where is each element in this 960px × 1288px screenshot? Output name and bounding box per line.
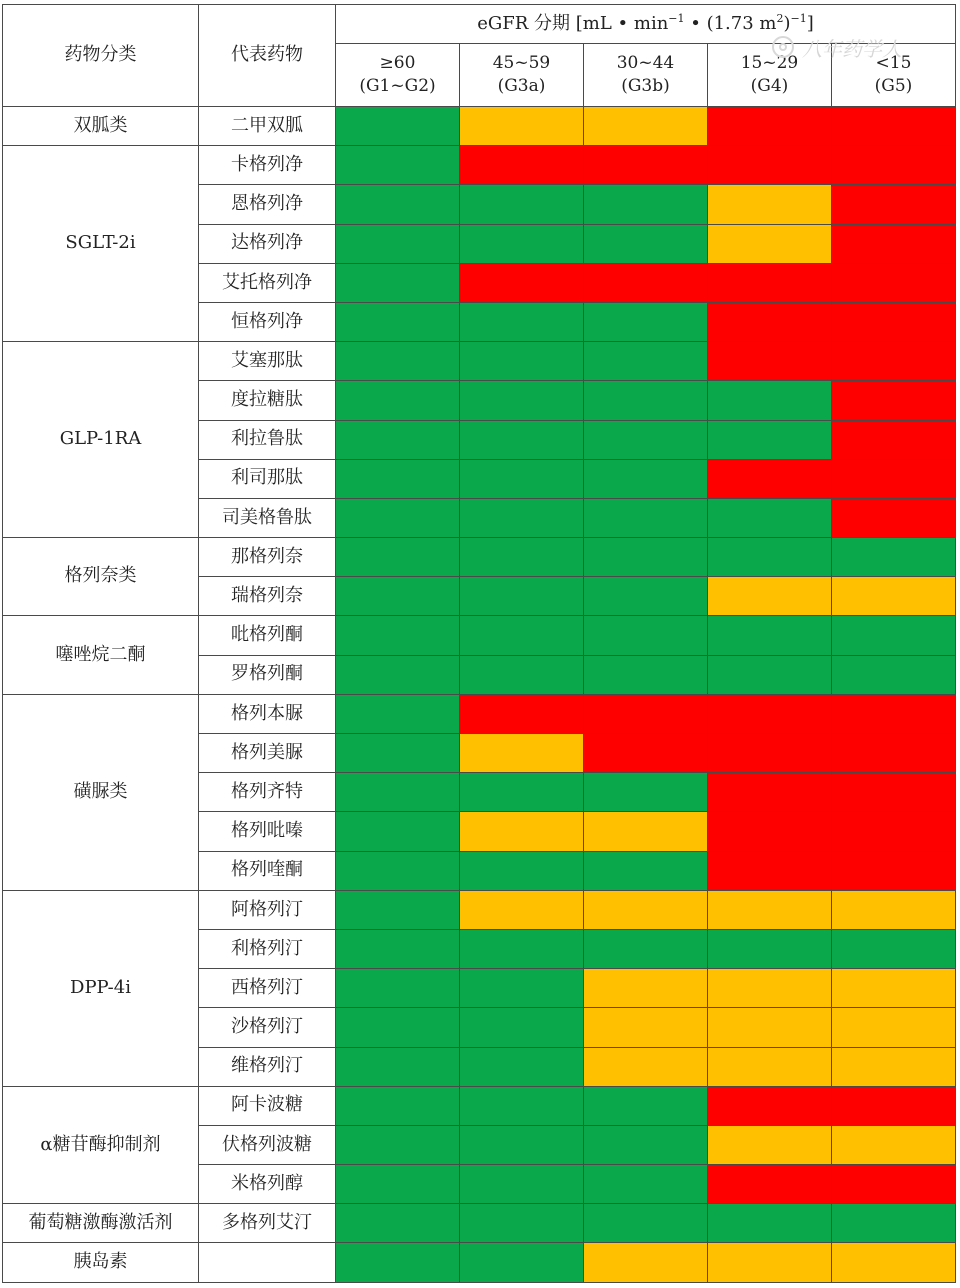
drug-name-cell: 司美格鲁肽 <box>199 498 336 537</box>
drug-name-cell: 度拉糖肽 <box>199 381 336 420</box>
table-row <box>3 694 956 733</box>
stage-cell-red <box>584 263 708 302</box>
stage-cell-yellow <box>832 969 956 1008</box>
table-row <box>3 146 956 185</box>
stage-cell-green <box>584 420 708 459</box>
stage-cell-green <box>336 1008 460 1047</box>
stage-cell-green <box>336 1047 460 1086</box>
stage-cell-yellow <box>708 1125 832 1164</box>
table-row <box>3 107 956 146</box>
drug-name-cell: 恒格列净 <box>199 302 336 341</box>
category-cell: 噻唑烷二酮 <box>3 616 199 694</box>
stage-cell-green <box>460 655 584 694</box>
stage-cell-green <box>584 655 708 694</box>
stage-cell-green <box>460 302 584 341</box>
stage-cell-green <box>460 498 584 537</box>
stage-cell-yellow <box>708 1243 832 1282</box>
stage-header-g5: <15 (G5) <box>832 44 956 107</box>
stage-cell-green <box>584 498 708 537</box>
drug-name-cell: 艾托格列净 <box>199 263 336 302</box>
stage-cell-green <box>336 185 460 224</box>
stage-cell-green <box>336 224 460 263</box>
stage-cell-yellow <box>708 224 832 263</box>
stage-cell-red <box>832 812 956 851</box>
stage-cell-red <box>708 773 832 812</box>
drug-name-cell: 罗格列酮 <box>199 655 336 694</box>
stage-cell-green <box>708 655 832 694</box>
drug-name-cell: 格列喹酮 <box>199 851 336 890</box>
stage-cell-yellow <box>708 1008 832 1047</box>
stage-cell-green <box>336 616 460 655</box>
drug-name-cell: 沙格列汀 <box>199 1008 336 1047</box>
table-row <box>3 342 956 381</box>
stage-cell-red <box>460 146 584 185</box>
stage-cell-red <box>832 342 956 381</box>
stage-cell-red <box>832 185 956 224</box>
stage-cell-green <box>460 342 584 381</box>
stage-cell-green <box>584 381 708 420</box>
stage-header-g1g2: ≥60 (G1~G2) <box>336 44 460 107</box>
stage-cell-yellow <box>584 1008 708 1047</box>
table-row <box>3 1204 956 1243</box>
stage-cell-red <box>708 146 832 185</box>
stage-cell-yellow <box>832 577 956 616</box>
drug-name-cell: 达格列净 <box>199 224 336 263</box>
stage-cell-green <box>460 381 584 420</box>
stage-cell-green <box>708 616 832 655</box>
stage-cell-green <box>832 929 956 968</box>
stage-cell-green <box>336 851 460 890</box>
drug-name-cell: 利拉鲁肽 <box>199 420 336 459</box>
stage-cell-yellow <box>708 969 832 1008</box>
category-cell: α糖苷酶抑制剂 <box>3 1086 199 1204</box>
stage-cell-green <box>584 459 708 498</box>
stage-cell-yellow <box>584 812 708 851</box>
stage-cell-green <box>460 1047 584 1086</box>
stage-cell-green <box>336 538 460 577</box>
stage-cell-red <box>832 1086 956 1125</box>
drug-name-cell: 格列美脲 <box>199 734 336 773</box>
category-cell: SGLT-2i <box>3 146 199 342</box>
stage-cell-red <box>584 734 708 773</box>
drug-name-cell: 阿卡波糖 <box>199 1086 336 1125</box>
stage-cell-green <box>584 1204 708 1243</box>
stage-cell-yellow <box>460 107 584 146</box>
stage-cell-green <box>336 655 460 694</box>
stage-cell-green <box>584 224 708 263</box>
category-cell: 磺脲类 <box>3 694 199 890</box>
stage-cell-green <box>460 616 584 655</box>
stage-cell-green <box>584 342 708 381</box>
watermark-text: 八年药学人 <box>802 36 902 61</box>
drug-name-cell: 利格列汀 <box>199 929 336 968</box>
stage-cell-green <box>336 107 460 146</box>
stage-header-g4: 15~29 (G4) <box>708 44 832 107</box>
category-cell: DPP-4i <box>3 890 199 1086</box>
stage-cell-green <box>460 459 584 498</box>
category-cell: 格列奈类 <box>3 538 199 616</box>
stage-cell-green <box>336 969 460 1008</box>
stage-cell-yellow <box>584 107 708 146</box>
stage-cell-green <box>584 616 708 655</box>
stage-cell-green <box>336 929 460 968</box>
stage-cell-green <box>584 773 708 812</box>
stage-cell-red <box>832 498 956 537</box>
stage-cell-green <box>336 577 460 616</box>
stage-cell-red <box>832 851 956 890</box>
drug-name-cell: 多格列艾汀 <box>199 1204 336 1243</box>
stage-cell-green <box>460 1086 584 1125</box>
stage-cell-red <box>832 420 956 459</box>
stage-cell-red <box>832 734 956 773</box>
stage-cell-red <box>832 224 956 263</box>
stage-cell-green <box>336 694 460 733</box>
stage-cell-green <box>336 498 460 537</box>
stage-cell-green <box>584 577 708 616</box>
stage-cell-green <box>336 302 460 341</box>
stage-cell-green <box>584 1086 708 1125</box>
stage-cell-red <box>584 694 708 733</box>
stage-cell-red <box>832 381 956 420</box>
stage-cell-red <box>708 107 832 146</box>
stage-cell-green <box>460 929 584 968</box>
stage-cell-green <box>460 1204 584 1243</box>
drug-name-cell: 米格列醇 <box>199 1165 336 1204</box>
stage-cell-green <box>336 734 460 773</box>
header-category: 药物分类 <box>3 5 199 107</box>
stage-cell-green <box>460 969 584 1008</box>
stage-cell-green <box>832 655 956 694</box>
stage-cell-green <box>460 1243 584 1282</box>
stage-cell-green <box>460 538 584 577</box>
stage-cell-green <box>708 538 832 577</box>
stage-cell-green <box>336 459 460 498</box>
stage-cell-red <box>708 1086 832 1125</box>
drug-name-cell: 阿格列汀 <box>199 890 336 929</box>
stage-cell-green <box>336 342 460 381</box>
table-row <box>3 616 956 655</box>
stage-cell-green <box>584 302 708 341</box>
stage-cell-green <box>336 1243 460 1282</box>
stage-cell-green <box>584 929 708 968</box>
stage-cell-green <box>832 1204 956 1243</box>
stage-cell-yellow <box>460 734 584 773</box>
category-cell: 葡萄糖激酶激活剂 <box>3 1204 199 1243</box>
stage-cell-green <box>336 1125 460 1164</box>
drug-name-cell: 吡格列酮 <box>199 616 336 655</box>
stage-cell-green <box>336 381 460 420</box>
stage-cell-red <box>832 302 956 341</box>
category-cell: 胰岛素 <box>3 1243 199 1282</box>
stage-cell-green <box>584 1165 708 1204</box>
stage-cell-green <box>708 420 832 459</box>
stage-cell-yellow <box>708 577 832 616</box>
stage-cell-yellow <box>584 969 708 1008</box>
stage-cell-red <box>708 734 832 773</box>
stage-cell-yellow <box>584 890 708 929</box>
stage-cell-red <box>708 851 832 890</box>
header-egfr-title: eGFR 分期 [mL • $\min^{-1}$ • (1.73 $m^2)^{-1}$] <box>336 5 956 44</box>
stage-cell-green <box>460 1165 584 1204</box>
table-row <box>3 538 956 577</box>
stage-cell-yellow <box>708 1047 832 1086</box>
stage-cell-yellow <box>832 1243 956 1282</box>
stage-cell-red <box>460 694 584 733</box>
stage-cell-yellow <box>832 1125 956 1164</box>
drug-name-cell: 格列本脲 <box>199 694 336 733</box>
stage-cell-red <box>708 302 832 341</box>
stage-cell-green <box>336 146 460 185</box>
stage-cell-green <box>708 929 832 968</box>
stage-cell-yellow <box>708 185 832 224</box>
stage-cell-red <box>832 107 956 146</box>
stage-cell-yellow <box>832 1008 956 1047</box>
stage-cell-green <box>460 185 584 224</box>
stage-cell-green <box>460 851 584 890</box>
stage-cell-red <box>708 263 832 302</box>
stage-cell-green <box>336 420 460 459</box>
stage-cell-yellow <box>584 1047 708 1086</box>
stage-cell-red <box>832 146 956 185</box>
stage-cell-red <box>832 459 956 498</box>
stage-cell-red <box>832 263 956 302</box>
stage-cell-green <box>460 224 584 263</box>
stage-cell-red <box>460 263 584 302</box>
stage-cell-green <box>584 538 708 577</box>
drug-name-cell <box>199 1243 336 1282</box>
stage-cell-green <box>460 577 584 616</box>
drug-name-cell: 那格列奈 <box>199 538 336 577</box>
drug-name-cell: 伏格列波糖 <box>199 1125 336 1164</box>
drug-name-cell: 卡格列净 <box>199 146 336 185</box>
stage-cell-red <box>584 146 708 185</box>
stage-cell-yellow <box>460 812 584 851</box>
stage-cell-green <box>584 185 708 224</box>
drug-name-cell: 利司那肽 <box>199 459 336 498</box>
stage-cell-red <box>708 812 832 851</box>
stage-cell-green <box>832 616 956 655</box>
stage-cell-green <box>460 1008 584 1047</box>
drug-name-cell: 瑞格列奈 <box>199 577 336 616</box>
drug-name-cell: 格列吡嗪 <box>199 812 336 851</box>
stage-cell-red <box>708 1165 832 1204</box>
table-row <box>3 1243 956 1282</box>
header-drug: 代表药物 <box>199 5 336 107</box>
table-row <box>3 890 956 929</box>
drug-name-cell: 维格列汀 <box>199 1047 336 1086</box>
stage-cell-green <box>336 773 460 812</box>
stage-cell-red <box>708 342 832 381</box>
stage-cell-green <box>708 381 832 420</box>
stage-cell-green <box>460 773 584 812</box>
drug-name-cell: 二甲双胍 <box>199 107 336 146</box>
stage-cell-yellow <box>832 890 956 929</box>
stage-cell-green <box>460 420 584 459</box>
stage-cell-yellow <box>460 890 584 929</box>
stage-cell-red <box>832 1165 956 1204</box>
stage-cell-yellow <box>832 1047 956 1086</box>
category-cell: 双胍类 <box>3 107 199 146</box>
stage-cell-green <box>832 538 956 577</box>
stage-cell-green <box>336 1086 460 1125</box>
stage-cell-green <box>584 851 708 890</box>
drug-name-cell: 格列齐特 <box>199 773 336 812</box>
stage-cell-green <box>460 1125 584 1164</box>
stage-cell-yellow <box>708 890 832 929</box>
stage-cell-green <box>336 263 460 302</box>
stage-header-g3a: 45~59 (G3a) <box>460 44 584 107</box>
category-cell: GLP-1RA <box>3 342 199 538</box>
egfr-drug-table <box>2 4 956 1283</box>
stage-cell-green <box>336 1165 460 1204</box>
stage-cell-red <box>832 773 956 812</box>
stage-cell-green <box>708 498 832 537</box>
stage-cell-green <box>336 890 460 929</box>
stage-header-g3b: 30~44 (G3b) <box>584 44 708 107</box>
stage-cell-green <box>336 1204 460 1243</box>
table-row <box>3 1086 956 1125</box>
stage-cell-red <box>708 459 832 498</box>
drug-name-cell: 西格列汀 <box>199 969 336 1008</box>
drug-name-cell: 恩格列净 <box>199 185 336 224</box>
stage-cell-green <box>336 812 460 851</box>
stage-cell-red <box>832 694 956 733</box>
stage-cell-yellow <box>584 1243 708 1282</box>
stage-cell-red <box>708 694 832 733</box>
stage-cell-green <box>584 1125 708 1164</box>
stage-cell-green <box>708 1204 832 1243</box>
drug-name-cell: 艾塞那肽 <box>199 342 336 381</box>
